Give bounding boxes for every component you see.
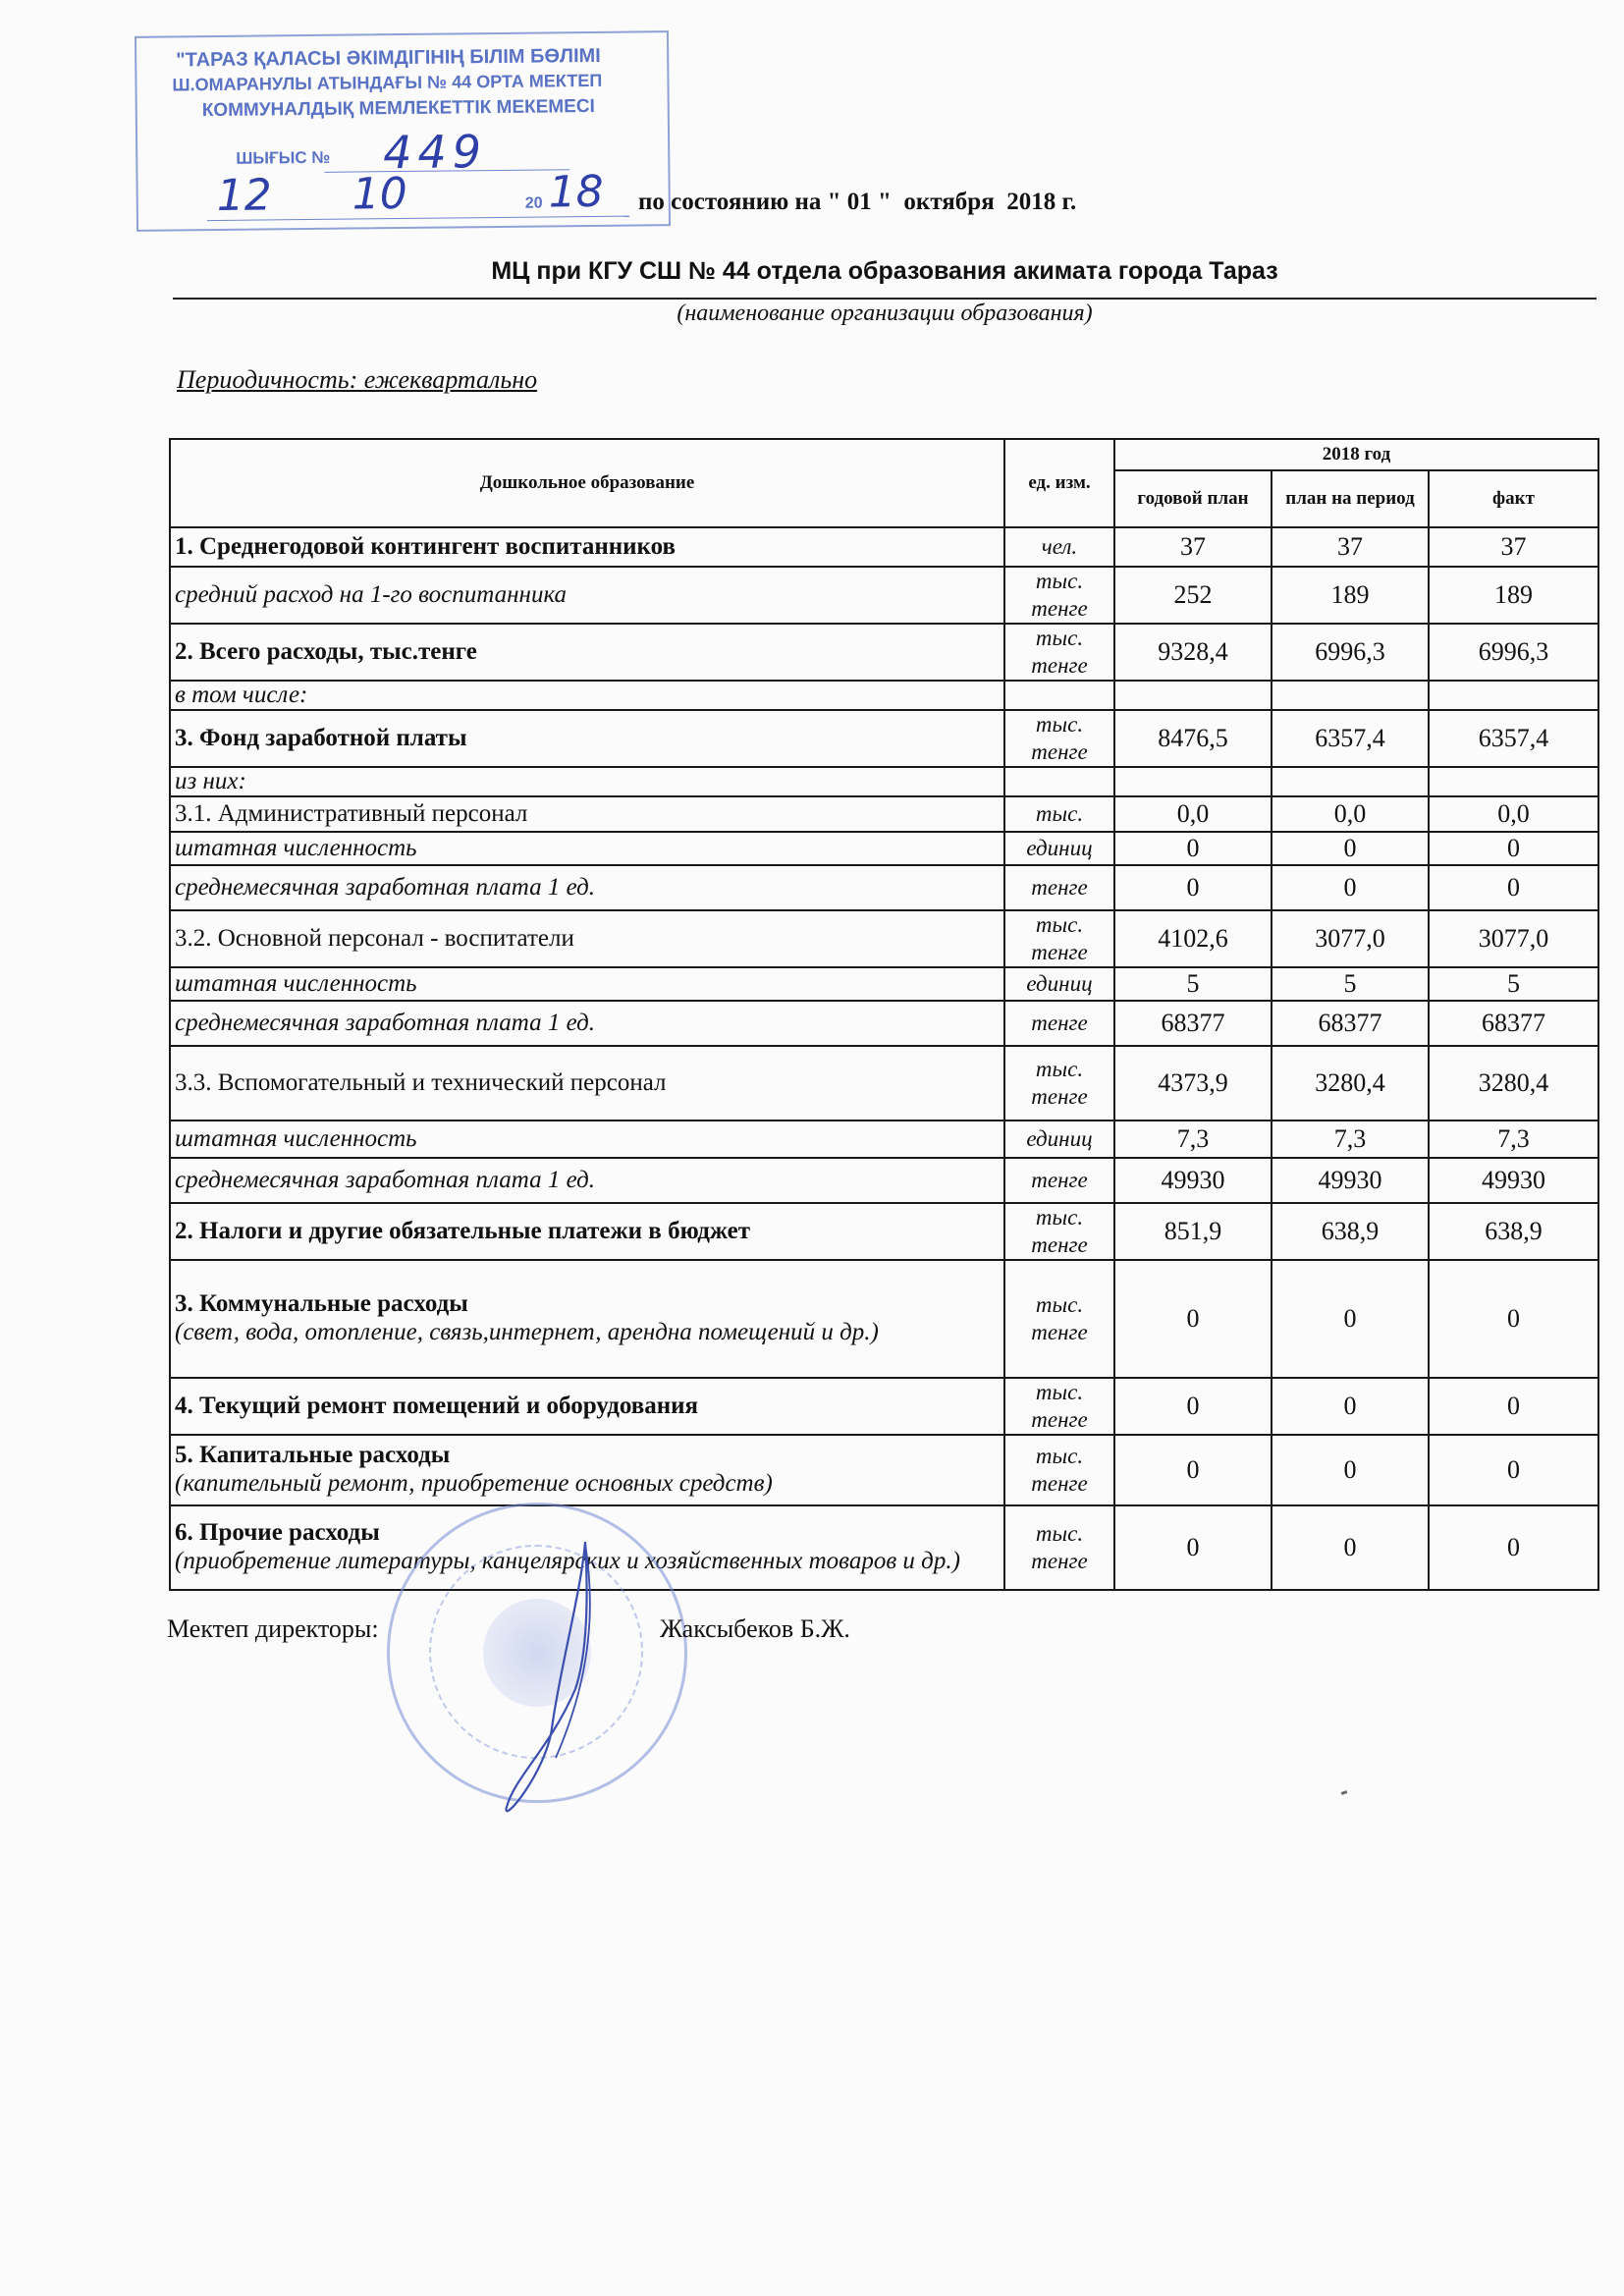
cell-fact: 0 — [1429, 865, 1598, 910]
cell-plan-period: 0,0 — [1272, 796, 1429, 832]
row-unit: тыс. тенге — [1004, 910, 1114, 967]
table-row — [170, 710, 1598, 767]
table-row — [170, 865, 1598, 910]
row-unit: тенге — [1004, 865, 1114, 910]
row-unit: тенге — [1004, 1001, 1114, 1046]
cell-fact: 0 — [1429, 1435, 1598, 1505]
registration-stamp — [135, 30, 671, 232]
row-label: штатная численность — [170, 832, 1004, 865]
row-unit: тыс. тенге — [1004, 1046, 1114, 1121]
cell-plan-period: 68377 — [1272, 1001, 1429, 1046]
column-header-plan-year: годовой план — [1114, 470, 1272, 527]
row-label: 2. Налоги и другие обязательные платежи в бюджет — [170, 1203, 1004, 1260]
cell-fact: 0 — [1429, 1260, 1598, 1378]
row-label: 2. Всего расходы, тыс.тенге — [170, 624, 1004, 681]
cell-plan-year: 252 — [1114, 567, 1272, 624]
stamp-date-day: 12 — [216, 170, 272, 221]
cell-plan-period: 0 — [1272, 1378, 1429, 1435]
cell-plan-period: 0 — [1272, 1505, 1429, 1590]
cell-plan-year: 0 — [1114, 832, 1272, 865]
cell-fact: 68377 — [1429, 1001, 1598, 1046]
table-row — [170, 1158, 1598, 1203]
row-label: из них: — [170, 767, 1004, 796]
cell-plan-period: 0 — [1272, 832, 1429, 865]
column-header-fact: факт — [1429, 470, 1598, 527]
cell-plan-period: 0 — [1272, 1260, 1429, 1378]
table-row — [170, 1378, 1598, 1435]
cell-fact: 0 — [1429, 1378, 1598, 1435]
as-of-date: по состоянию на " 01 " октября 2018 г. — [638, 189, 1077, 215]
row-label: 1. Среднегодовой контингент воспитанников — [170, 527, 1004, 567]
stamp-date-year: 18 — [548, 166, 604, 218]
scan-speck — [1341, 1790, 1348, 1795]
organization-underline — [173, 298, 1597, 300]
table-row — [170, 832, 1598, 865]
row-unit — [1004, 681, 1114, 710]
table-row — [170, 1121, 1598, 1158]
cell-fact: 0,0 — [1429, 796, 1598, 832]
row-label: штатная численность — [170, 967, 1004, 1001]
cell-plan-period: 638,9 — [1272, 1203, 1429, 1260]
row-label: в том числе: — [170, 681, 1004, 710]
organization-name: МЦ при КГУ СШ № 44 отдела образования акимата города Тараз — [491, 257, 1278, 285]
cell-plan-year: 9328,4 — [1114, 624, 1272, 681]
cell-plan-year: 49930 — [1114, 1158, 1272, 1203]
table-row — [170, 527, 1598, 567]
table-row — [170, 567, 1598, 624]
row-label: среднемесячная заработная плата 1 ед. — [170, 1158, 1004, 1203]
row-unit: тыс. тенге — [1004, 1435, 1114, 1505]
cell-fact: 0 — [1429, 832, 1598, 865]
row-label: 3.2. Основной персонал - воспитатели — [170, 910, 1004, 967]
cell-fact — [1429, 681, 1598, 710]
cell-plan-period — [1272, 681, 1429, 710]
row-label: штатная численность — [170, 1121, 1004, 1158]
cell-fact — [1429, 767, 1598, 796]
director-signature — [491, 1532, 687, 1827]
row-label: среднемесячная заработная плата 1 ед. — [170, 865, 1004, 910]
table-row — [170, 624, 1598, 681]
cell-fact: 638,9 — [1429, 1203, 1598, 1260]
row-sublabel: (свет, вода, отопление, связь,интернет, арендна помещений и др.) — [175, 1319, 879, 1345]
table-row — [170, 1260, 1598, 1378]
cell-plan-year: 851,9 — [1114, 1203, 1272, 1260]
stamp-line-3: КОММУНАЛДЫҚ МЕМЛЕКЕТТІК МЕКЕМЕСІ — [201, 95, 595, 122]
cell-plan-year — [1114, 681, 1272, 710]
table-row — [170, 1435, 1598, 1505]
cell-fact: 6357,4 — [1429, 710, 1598, 767]
table-row — [170, 1203, 1598, 1260]
year-header: 2018 год — [1114, 439, 1598, 470]
organization-caption: (наименование организации образования) — [677, 301, 1093, 326]
row-label: 3. Фонд заработной платы — [170, 710, 1004, 767]
cell-fact: 3280,4 — [1429, 1046, 1598, 1121]
row-label: 5. Капитальные расходы — [175, 1442, 451, 1468]
column-header-unit: ед. изм. — [1004, 439, 1114, 527]
row-unit: тыс. тенге — [1004, 1378, 1114, 1435]
row-label: среднемесячная заработная плата 1 ед. — [170, 1001, 1004, 1046]
cell-fact: 6996,3 — [1429, 624, 1598, 681]
stamp-date-month: 10 — [352, 168, 407, 220]
row-unit: тыс. тенге — [1004, 1505, 1114, 1590]
cell-plan-year — [1114, 767, 1272, 796]
cell-plan-year: 0 — [1114, 1378, 1272, 1435]
table-row — [170, 1046, 1598, 1121]
row-sublabel: (капительный ремонт, приобретение основных средств) — [175, 1470, 773, 1497]
cell-plan-period: 3077,0 — [1272, 910, 1429, 967]
table-row — [170, 767, 1598, 796]
cell-plan-period: 189 — [1272, 567, 1429, 624]
cell-plan-period: 49930 — [1272, 1158, 1429, 1203]
outgoing-number-label: ШЫҒЫС № — [236, 147, 331, 168]
row-label-group — [170, 1435, 1004, 1505]
row-label: 6. Прочие расходы — [175, 1519, 380, 1546]
stamp-line-2: Ш.ОМАРАНУЛЫ АТЫНДАҒЫ № 44 ОРТА МЕКТЕП — [172, 70, 603, 95]
cell-plan-year: 5 — [1114, 967, 1272, 1001]
row-unit: тыс. тенге — [1004, 1260, 1114, 1378]
table-row — [170, 1505, 1598, 1590]
column-header-plan-period: план на период — [1272, 470, 1429, 527]
cell-plan-period: 6996,3 — [1272, 624, 1429, 681]
row-label: 3.1. Административный персонал — [170, 796, 1004, 832]
row-unit: тыс. тенге — [1004, 624, 1114, 681]
cell-plan-period: 7,3 — [1272, 1121, 1429, 1158]
row-unit: тыс. тенге — [1004, 710, 1114, 767]
director-name: Жаксыбеков Б.Ж. — [660, 1614, 850, 1643]
row-unit: тыс. — [1004, 796, 1114, 832]
row-unit: тыс. тенге — [1004, 1203, 1114, 1260]
cell-fact: 189 — [1429, 567, 1598, 624]
row-label: 4. Текущий ремонт помещений и оборудования — [170, 1378, 1004, 1435]
row-unit: единиц — [1004, 967, 1114, 1001]
row-label: 3.3. Вспомогательный и технический персонал — [170, 1046, 1004, 1121]
cell-plan-period: 6357,4 — [1272, 710, 1429, 767]
director-label: Мектеп директоры: — [167, 1614, 379, 1643]
cell-plan-year: 0,0 — [1114, 796, 1272, 832]
periodicity: Периодичность: ежеквартально — [177, 365, 538, 394]
outgoing-number: 449 — [382, 125, 488, 180]
cell-fact: 0 — [1429, 1505, 1598, 1590]
row-unit: тенге — [1004, 1158, 1114, 1203]
stamp-line-1: "ТАРАЗ ҚАЛАСЫ ӘКІМДІГІНІҢ БІЛІМ БӨЛІМІ — [176, 44, 601, 72]
cell-plan-year: 0 — [1114, 1505, 1272, 1590]
cell-fact: 7,3 — [1429, 1121, 1598, 1158]
row-unit: единиц — [1004, 1121, 1114, 1158]
cell-plan-year: 0 — [1114, 1435, 1272, 1505]
column-header-title: Дошкольное образование — [170, 439, 1004, 527]
cell-plan-period: 0 — [1272, 1435, 1429, 1505]
stamp-year-prefix: 20 — [524, 194, 543, 212]
table-row — [170, 796, 1598, 832]
cell-plan-period — [1272, 767, 1429, 796]
cell-plan-year: 4102,6 — [1114, 910, 1272, 967]
row-unit: единиц — [1004, 832, 1114, 865]
cell-plan-period: 5 — [1272, 967, 1429, 1001]
row-unit — [1004, 767, 1114, 796]
table-row — [170, 1001, 1598, 1046]
cell-plan-period: 37 — [1272, 527, 1429, 567]
table-row — [170, 967, 1598, 1001]
cell-plan-year: 4373,9 — [1114, 1046, 1272, 1121]
cell-plan-period: 0 — [1272, 865, 1429, 910]
cell-fact: 5 — [1429, 967, 1598, 1001]
row-sublabel: (приобретение литературы, канцелярских и хозяйственных товаров и др.) — [175, 1548, 960, 1574]
table-row — [170, 910, 1598, 967]
cell-fact: 49930 — [1429, 1158, 1598, 1203]
cell-plan-year: 68377 — [1114, 1001, 1272, 1046]
report-table — [169, 438, 1599, 1591]
table-row — [170, 681, 1598, 710]
cell-plan-year: 0 — [1114, 865, 1272, 910]
row-unit: чел. — [1004, 527, 1114, 567]
cell-plan-period: 3280,4 — [1272, 1046, 1429, 1121]
cell-plan-year: 0 — [1114, 1260, 1272, 1378]
row-label-group — [170, 1260, 1004, 1378]
row-label: средний расход на 1-го воспитанника — [170, 567, 1004, 624]
cell-plan-year: 8476,5 — [1114, 710, 1272, 767]
row-label: 3. Коммунальные расходы — [175, 1290, 468, 1317]
cell-plan-year: 7,3 — [1114, 1121, 1272, 1158]
cell-fact: 37 — [1429, 527, 1598, 567]
row-unit: тыс. тенге — [1004, 567, 1114, 624]
cell-plan-year: 37 — [1114, 527, 1272, 567]
cell-fact: 3077,0 — [1429, 910, 1598, 967]
